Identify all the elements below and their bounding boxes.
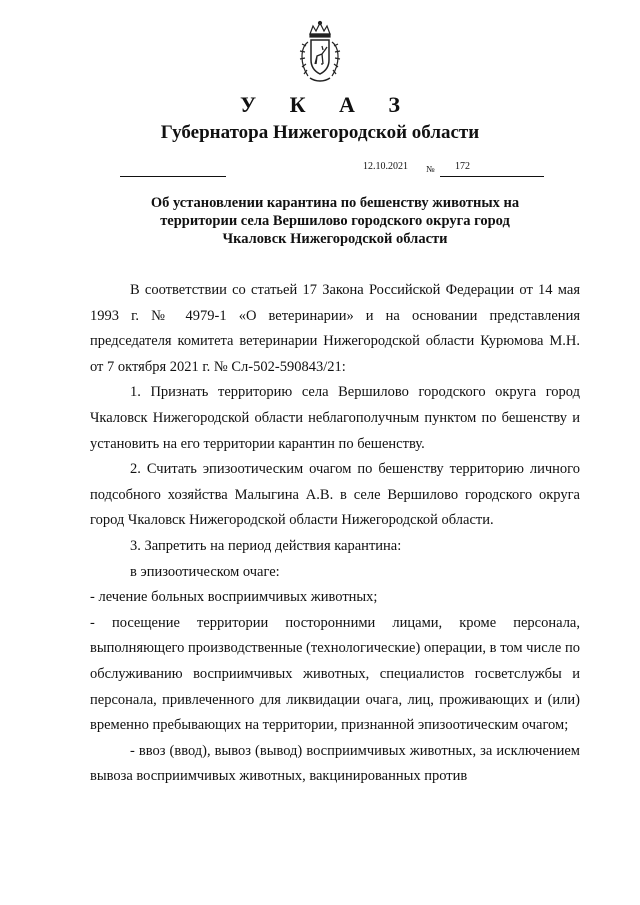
heading-line: территории села Вершилово городского округа город — [160, 213, 510, 229]
heading-line: Чкаловск Нижегородской области — [222, 231, 448, 247]
paragraph-bullet-import: - ввоз (ввод), вывоз (вывод) восприимчивых животных, за исключением вывоза восприимчивых животных, вакцинированных против — [90, 742, 580, 785]
number-label: № — [426, 164, 435, 174]
paragraph-focus-heading: в эпизоотическом очаге: — [130, 563, 280, 580]
paragraph-bullet-treatment: - лечение больных восприимчивых животных; — [90, 589, 378, 606]
paragraph-bullet-visits: - посещение территории посторонними лицами, кроме персонала, выполняющего производственные (технологические) операции, в том числе по обслуживанию восприимчивых животных, специалистов госветслужбы и персонала, привлеченного для ликвидации очага, лиц, проживающих и (или) временно пребывающих на территории, признанной эпизоотическим очагом; — [90, 614, 580, 734]
coat-of-arms-icon — [296, 20, 344, 84]
heading-line: Об установлении карантина по бешенству животных на — [150, 195, 520, 211]
document-date: 12.10.2021 — [363, 161, 408, 172]
paragraph-preamble: В соответствии со статьей 17 Закона Российской Федерации от 14 мая 1993 г. № 4979-1 «О ветеринарии» и на основании представления председателя комитета ветеринарии Нижегородской области Курюмова М.Н. от 7 октября 2021 г. № Сл-502-590843/21: — [90, 282, 580, 375]
document-title: У К А З — [239, 92, 415, 117]
number-underline — [440, 176, 544, 177]
date-blank-line — [120, 176, 226, 177]
document-heading — [90, 194, 580, 248]
paragraph-item-2: 2. Считать эпизоотическим очагом по бешенству территорию личного подсобного хозяйства Малыгина А.В. в селе Вершилово городского округа город Чкаловск Нижегородской области Нижегородской области. — [90, 461, 580, 529]
paragraph-item-1: 1. Признать территорию села Вершилово городского округа город Чкаловск Нижегородской области неблагополучным пунктом по бешенству и установить на его территории карантин по бешенству. — [90, 384, 580, 452]
paragraph-item-3: 3. Запретить на период действия карантина: — [130, 537, 402, 554]
document-number: 172 — [455, 161, 470, 172]
document-subtitle: Губернатора Нижегородской области — [160, 122, 480, 143]
document-body — [90, 278, 580, 790]
